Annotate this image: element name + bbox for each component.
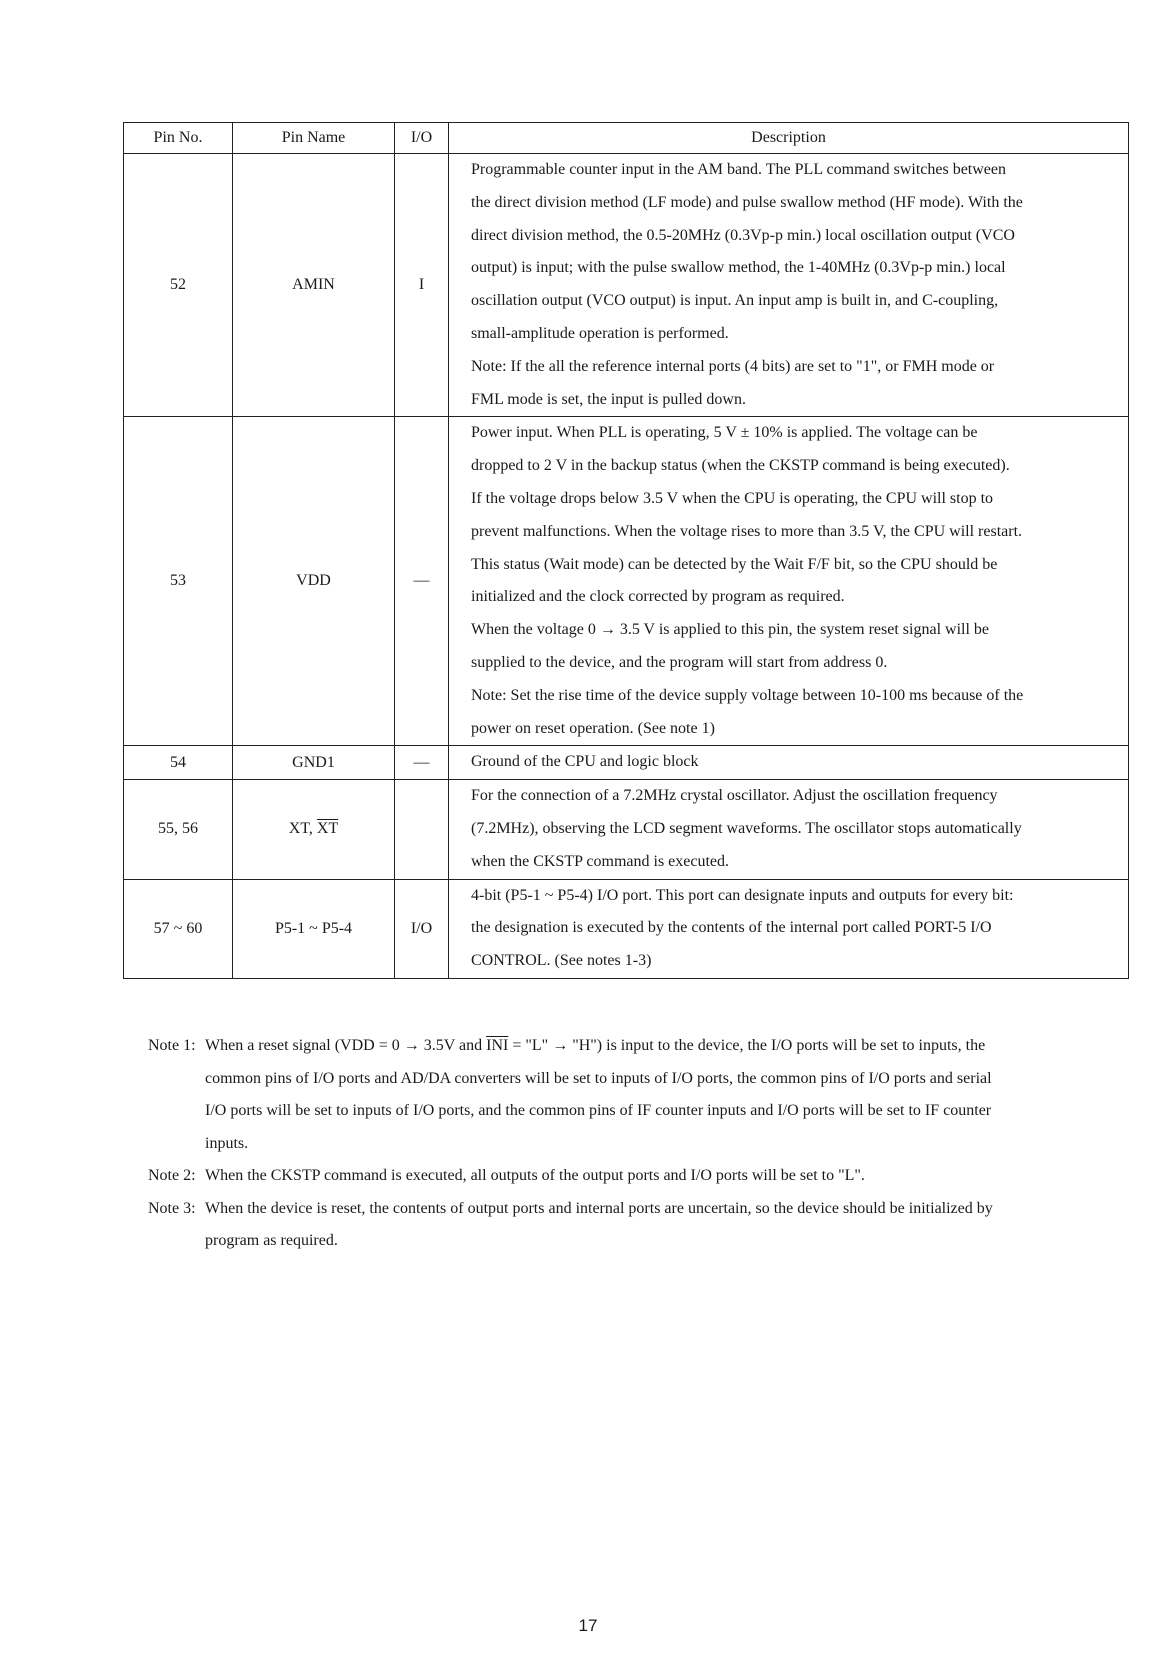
description-line: Power input. When PLL is operating, 5 V ± 10% is applied. The voltage can be [471,424,978,442]
description-line: If the voltage drops below 3.5 V when the CPU is operating, the CPU will stop to [471,489,994,507]
io-cell: — [395,417,449,746]
pin-no-cell: 57 ~ 60 [124,879,233,978]
table-row [124,780,1129,879]
table-row [124,154,1129,417]
notes-section [148,1030,1118,1258]
io-cell: I [395,154,449,417]
note-1 [148,1030,1118,1063]
description-line: initialized and the clock corrected by program as required. [471,588,845,606]
pin-name-xt: XT, [288,820,313,838]
description-line: the designation is executed by the contents of the internal port called PORT-5 I/O [471,919,992,937]
note-continuation: inputs. [205,1134,249,1152]
pin-no-cell: 53 [124,417,233,746]
pin-no-cell: 55, 56 [124,780,233,879]
table-header-row [124,123,1129,154]
note-label: Note 1: [148,1037,196,1054]
description-line: small-amplitude operation is performed. [471,324,729,342]
pin-description-table [123,122,1129,979]
description-line: direct division method, the 0.5-20MHz (0.3Vp-p min.) local oscillation output (VCO [471,226,1015,244]
pin-name-xt-bar: $\overline{XT}$ [316,820,339,838]
header-pin-name: Pin Name [233,123,395,154]
description-line: (7.2MHz), observing the LCD segment waveforms. The oscillator stops automatically [471,819,1022,837]
description-line: FML mode is set, the input is pulled down. [471,390,746,408]
note-continuation: I/O ports will be set to inputs of I/O ports, and the common pins of IF counter inputs and I/O ports will be set to IF counter [205,1102,992,1119]
table-row [124,746,1129,780]
description-line: output) is input; with the pulse swallow method, the 1-40MHz (0.3Vp-p min.) local [471,259,1006,277]
header-pin-no: Pin No. [124,123,233,154]
note-3 [148,1193,1118,1226]
description-line: When the voltage 0 → 3.5 V is applied to this pin, the system reset signal will be [471,621,989,639]
page-number: 17 [578,1616,598,1635]
description-line: dropped to 2 V in the backup status (when the CKSTP command is being executed). [471,457,1010,475]
table-row [124,879,1129,978]
description-cell [449,746,1129,780]
io-cell [395,780,449,879]
description-cell [449,780,1129,879]
note-text: = "L" → "H") is input to the device, the I/O ports will be set to inputs, the [508,1037,986,1054]
table-row [124,417,1129,746]
pin-name-cell: P5-1 ~ P5-4 [233,879,395,978]
description-line: Note: Set the rise time of the device supply voltage between 10-100 ms because of the [471,686,1024,704]
header-description: Description [449,123,1129,154]
io-cell: I/O [395,879,449,978]
description-line: prevent malfunctions. When the voltage rises to more than 3.5 V, the CPU will restart. [471,522,1023,540]
note-text: When the device is reset, the contents of output ports and internal ports are uncertain, so the device should be initialized by [205,1199,993,1217]
note-text: When the CKSTP command is executed, all outputs of the output ports and I/O ports will be set to "L". [205,1167,865,1184]
description-line: Programmable counter input in the AM band. The PLL command switches between [471,161,1006,178]
description-line: CONTROL. (See notes 1-3) [471,952,652,970]
pin-no-cell: 52 [124,154,233,417]
description-line: when the CKSTP command is executed. [471,852,730,870]
io-cell: — [395,746,449,780]
description-line: Note: If the all the reference internal ports (4 bits) are set to "1", or FMH mode or [471,357,995,375]
note-continuation: common pins of I/O ports and AD/DA converters will be set to inputs of I/O ports, the common pins of I/O ports and serial [205,1069,992,1087]
header-io: I/O [395,123,449,154]
description-line: supplied to the device, and the program will start from address 0. [471,653,888,671]
pin-name-cell [233,780,395,879]
pin-name-cell: GND1 [233,746,395,780]
pin-no-cell: 54 [124,746,233,780]
description-line: For the connection of a 7.2MHz crystal oscillator. Adjust the oscillation frequency [471,787,998,805]
description-line: oscillation output (VCO output) is input. An input amp is built in, and C-coupling, [471,292,999,310]
pin-name-cell: VDD [233,417,395,746]
description-line: 4-bit (P5-1 ~ P5-4) I/O port. This port can designate inputs and outputs for every bit: [471,886,1014,904]
pin-name-cell: AMIN [233,154,395,417]
note-label: Note 3: [148,1199,196,1217]
note-label: Note 2: [148,1167,196,1184]
description-cell [449,154,1129,417]
description-line: Ground of the CPU and logic block [471,753,699,771]
description-cell [449,879,1129,978]
description-cell [449,417,1129,746]
description-line: the direct division method (LF mode) and pulse swallow method (HF mode). With the [471,193,1023,211]
description-line: This status (Wait mode) can be detected by the Wait F/F bit, so the CPU should be [471,555,998,573]
ini-signal-name: $\overline{INI}$ [486,1037,509,1054]
note-2 [148,1160,1118,1193]
note-text: When a reset signal (VDD = 0 → 3.5V and [205,1037,487,1054]
note-continuation: program as required. [205,1232,338,1249]
description-line: power on reset operation. (See note 1) [471,719,715,737]
